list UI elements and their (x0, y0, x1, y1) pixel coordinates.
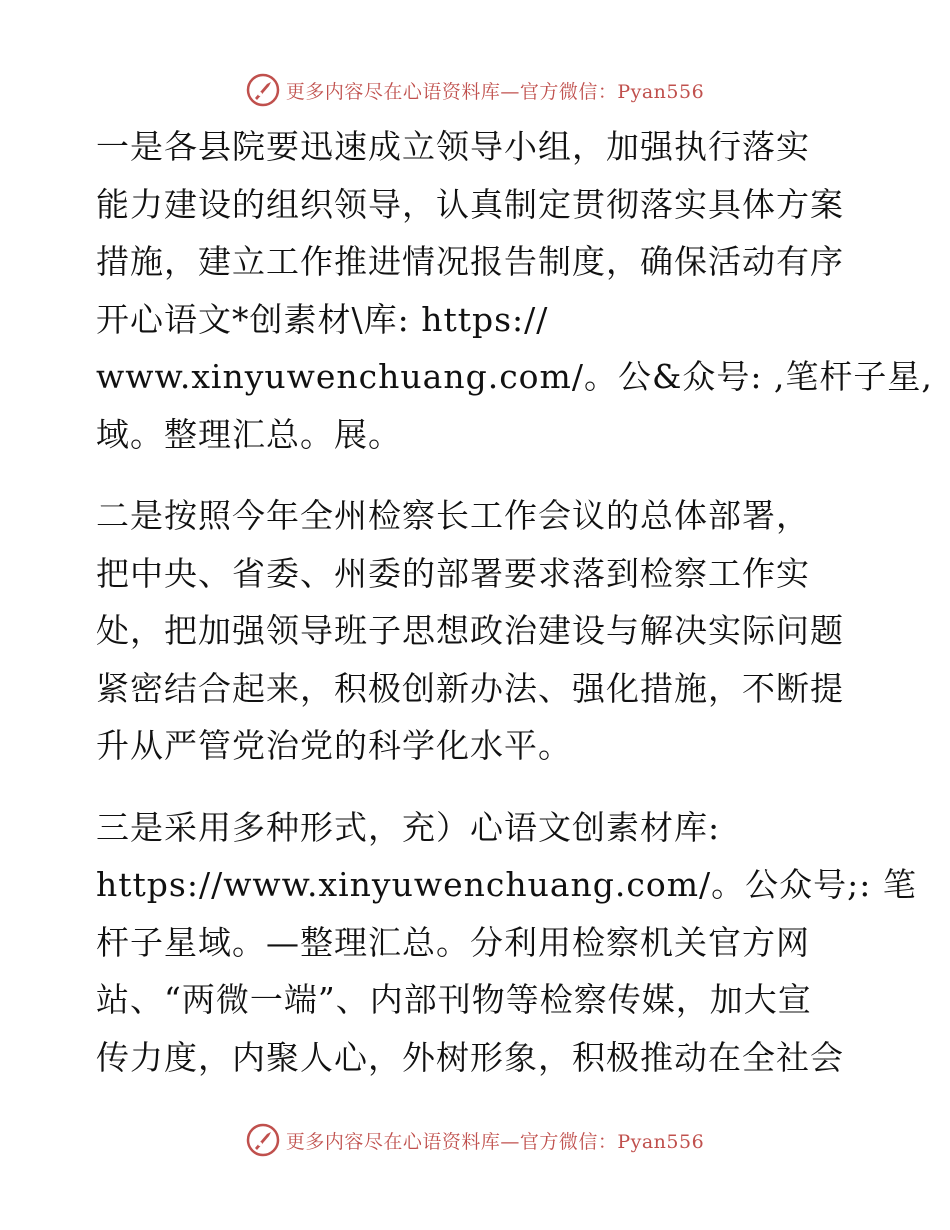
text-line: https://www.xinyuwenchuang.com/。公众号;: 笔 (96, 865, 917, 904)
text-line: 站、“两微一端”、内部刊物等检察传媒，加大宣 (96, 980, 812, 1019)
header-watermark (0, 70, 950, 110)
pen-nib-logo-icon (246, 1123, 280, 1157)
text-line: 传力度，内聚人心，外树形象，积极推动在全社会 (96, 1037, 844, 1077)
text-line: 升从严管党治党的科学化水平。 (96, 726, 572, 765)
text-line: 一是各县院要迅速成立领导小组，加强执行落实 (96, 127, 810, 166)
watermark-text: 更多内容尽在心语资料库—官方微信：Pyan556 (285, 1130, 705, 1153)
footer-watermark (0, 1120, 950, 1160)
text-line: 措施，建立工作推进情况报告制度，确保活动有序 (96, 242, 844, 281)
document-body (96, 118, 933, 1110)
text-line: 把中央、省委、州委的部署要求落到检察工作实 (96, 553, 810, 593)
text-line: www.xinyuwenchuang.com/。公&众号: ,笔杆子星, (96, 357, 933, 396)
text-line: 开心语文*创素材\库: https:// (96, 299, 549, 339)
text-line: 杆子星域。—整理汇总。分利用检察机关官方网 (96, 922, 810, 962)
watermark-text: 更多内容尽在心语资料库—官方微信：Pyan556 (285, 80, 705, 103)
text-line: 域。整理汇总。展。 (96, 414, 402, 454)
text-line: 处，把加强领导班子思想政治建设与解决实际问题 (96, 611, 844, 650)
text-line: 紧密结合起来，积极创新办法、强化措施，不断提 (96, 668, 844, 708)
paragraph-3 (96, 799, 917, 1087)
text-line: 三是采用多种形式，充）心语文创素材库: (96, 807, 721, 847)
paragraph-2 (96, 487, 856, 775)
paragraph-1 (96, 118, 933, 463)
text-line: 能力建设的组织领导，认真制定贯彻落实具体方案 (96, 184, 844, 224)
pen-nib-logo-icon (246, 73, 280, 107)
text-line: 二是按照今年全州检察长工作会议的总体部署， (96, 496, 810, 535)
